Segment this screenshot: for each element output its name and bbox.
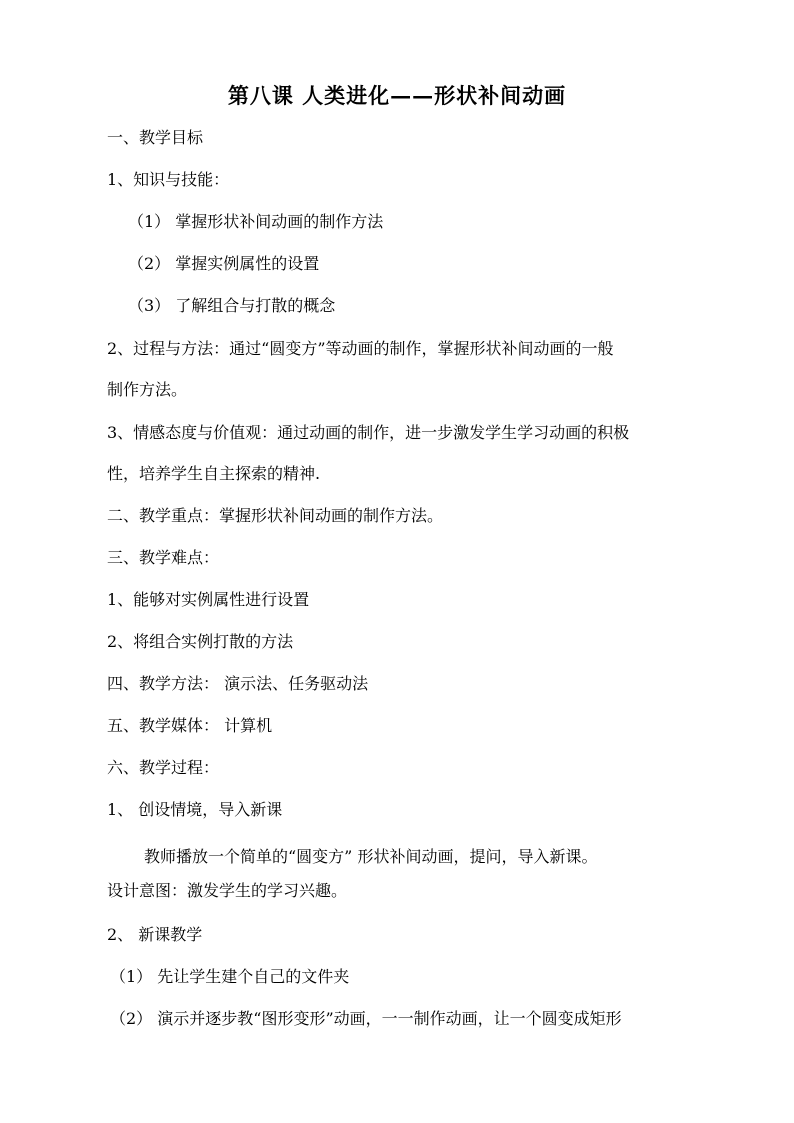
section-heading-media: 五、教学媒体： 计算机 <box>107 716 273 735</box>
section-heading-process: 六、教学过程： <box>107 758 220 777</box>
process-step-2: 2、 新课教学 <box>107 925 203 944</box>
new-lesson-item-2: （2） 演示并逐步教“图形变形”动画，一一制作动画，让一个圆变成矩形 <box>110 1009 622 1028</box>
paragraph-process-method-line-1: 2、过程与方法：通过“圆变方”等动画的制作，掌握形状补间动画的一般 <box>107 339 614 358</box>
process-step-1: 1、 创设情境，导入新课 <box>107 800 283 819</box>
list-item-3: （3） 了解组合与打散的概念 <box>128 296 336 315</box>
new-lesson-item-1: （1） 先让学生建个自己的文件夹 <box>110 967 350 986</box>
section-heading-objectives: 一、教学目标 <box>107 128 204 147</box>
document-title: 第八课 人类进化——形状补间动画 <box>227 83 567 108</box>
section-heading-methods: 四、教学方法： 演示法、任务驱动法 <box>107 674 369 693</box>
paragraph-emotion-values-line-1: 3、情感态度与价值观：通过动画的制作，进一步激发学生学习动画的积极 <box>107 423 630 442</box>
list-item-1: （1） 掌握形状补间动画的制作方法 <box>128 212 384 231</box>
paragraph-teacher-demo-line-2: 设计意图：激发学生的学习兴趣。 <box>107 881 348 900</box>
paragraph-teacher-demo-line-1: 教师播放一个简单的“圆变方” 形状补间动画，提问，导入新课。 <box>144 847 598 866</box>
section-heading-difficulties: 三、教学难点： <box>107 548 220 567</box>
paragraph-process-method-line-2: 制作方法。 <box>107 380 188 399</box>
section-heading-key-points: 二、教学重点：掌握形状补间动画的制作方法。 <box>107 506 444 525</box>
list-item-2: （2） 掌握实例属性的设置 <box>128 254 320 273</box>
difficulty-item-2: 2、将组合实例打散的方法 <box>107 632 294 651</box>
paragraph-emotion-values-line-2: 性，培养学生自主探索的精神. <box>107 464 321 483</box>
subheading-knowledge-skills: 1、知识与技能： <box>107 170 230 189</box>
difficulty-item-1: 1、能够对实例属性进行设置 <box>107 590 310 609</box>
